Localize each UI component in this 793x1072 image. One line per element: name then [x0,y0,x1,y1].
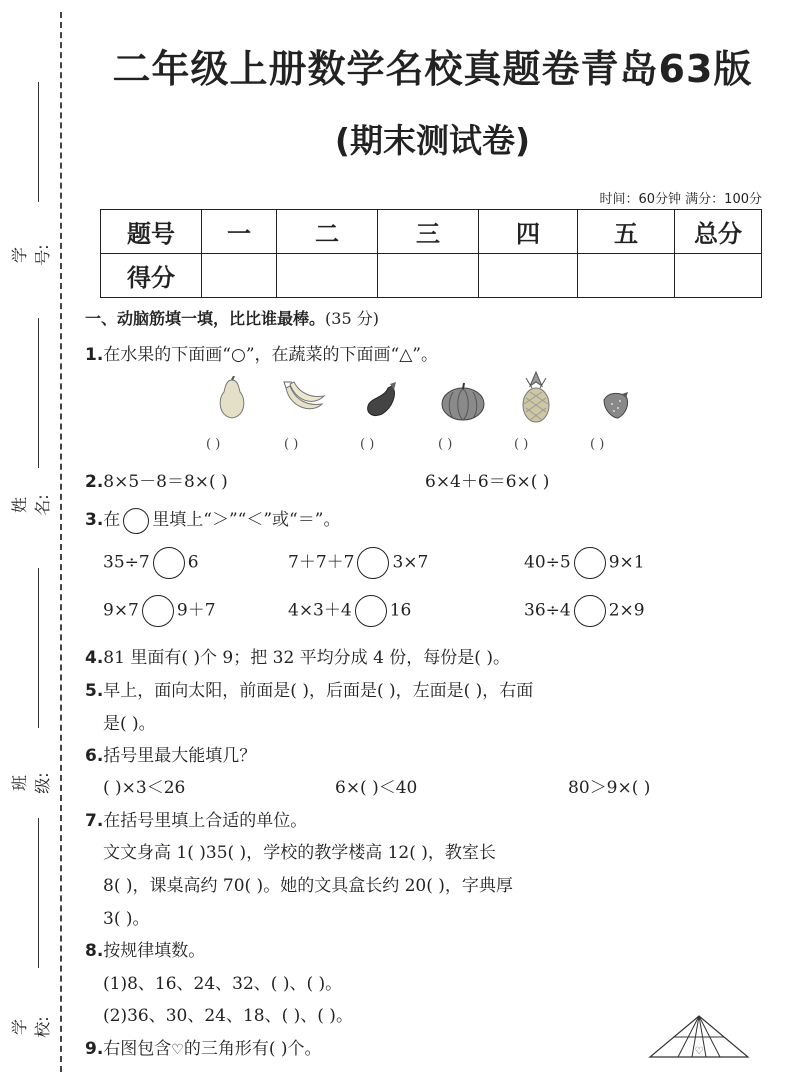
compare-item [288,547,428,579]
compare-right: 3×7 [392,552,429,573]
answer-blank[interactable]: ( ) [360,437,375,452]
question-number: 2. [85,472,104,492]
pineapple-icon [518,370,554,424]
question-number: 9. [85,1039,104,1059]
compare-left: 9×7 [103,600,139,621]
question-text-cont[interactable]: 是( )。 [103,714,156,734]
circle-icon [123,508,149,534]
question-1 [85,340,438,365]
answer-blank[interactable]: ( ) [590,437,605,452]
question-4 [85,643,510,668]
question-text: 在水果的下面画“○”，在蔬菜的下面画“△”。 [103,345,438,365]
question-text[interactable]: 81 里面有( )个 9；把 32 平均分成 4 份，每份是( )。 [103,648,510,668]
question-9 [85,1034,322,1059]
compare-right: 2×9 [608,600,645,621]
time-info: 时间：60分钟 满分：100分 [599,192,762,207]
compare-item [288,595,411,627]
answer-blank[interactable]: ( ) [514,437,529,452]
answer-blank[interactable]: ( ) [438,437,453,452]
answer-blank[interactable]: ( ) [206,437,221,452]
score-table-header-row [101,210,762,254]
eggplant-icon [362,380,402,420]
table-cell: 得分 [101,254,202,298]
compare-circle[interactable] [142,595,174,627]
question-number: 3. [85,510,104,530]
question-number: 1. [85,345,104,365]
compare-right: 9＋7 [176,600,216,621]
question-text: 括号里最大能填几？ [103,746,257,766]
question-7 [85,806,307,831]
question-number: 5. [85,681,104,701]
equation-right[interactable]: 6×4＋6＝6×( ) [425,472,550,492]
question-text: 按规律填数。 [103,941,206,961]
score-cell[interactable] [277,254,378,298]
question-number: 8. [85,941,104,961]
compare-item [524,595,645,627]
banana-icon [282,378,326,418]
table-cell: 三 [378,210,479,254]
class-write-line [38,568,39,728]
table-cell: 五 [578,210,675,254]
question-text: 在括号里填上合适的单位。 [103,811,308,831]
compare-right: 9×1 [608,552,645,573]
question-text-before: 右图包含 [103,1039,172,1059]
svg-text:♡: ♡ [694,1046,704,1057]
compare-item [524,547,645,579]
score-cell[interactable] [378,254,479,298]
school-write-line [38,818,39,968]
side-class-label: 班级: [10,772,52,794]
unit-line[interactable]: 8( )，课桌高约 70( )。她的文具盒长约 20( )，字典厚 [103,876,513,896]
question-number: 6. [85,746,104,766]
section-points: (35 分) [325,309,379,328]
question-text-after[interactable]: 的三角形有( )个。 [183,1039,322,1059]
table-cell: 一 [202,210,277,254]
compare-right: 16 [389,600,412,621]
question-number: 7. [85,811,104,831]
compare-item [103,595,216,627]
question-text[interactable]: 早上，面向太阳，前面是( )，后面是( )，左面是( )，右面 [103,681,534,701]
compare-left: 36÷4 [524,600,571,621]
triangle-figure [648,1012,750,1060]
heart-icon: ♡ [171,1042,184,1058]
score-table-score-row [101,254,762,298]
table-cell: 题号 [101,210,202,254]
sequence-line[interactable]: (2)36、30、24、18、( )、( )。 [103,1006,353,1026]
question-6 [85,741,256,766]
unit-line[interactable]: 文文身高 1( )35( )，学校的教学楼高 12( )，教室长 [103,843,496,863]
side-school-label: 学校: [10,1016,52,1038]
compare-item [103,547,199,579]
compare-circle[interactable] [574,595,606,627]
compare-circle[interactable] [574,547,606,579]
page-title: 二年级上册数学名校真题卷青岛63版 [112,47,753,91]
compare-left: 7＋7＋7 [288,552,355,573]
pumpkin-icon [440,382,486,422]
fill-item[interactable]: 6×( )＜40 [335,778,418,798]
compare-circle[interactable] [357,547,389,579]
compare-right: 6 [187,552,199,573]
score-table [100,209,762,298]
section-title: 一、动脑筋填一填，比比谁最棒。 [85,309,326,328]
section-heading [85,306,379,329]
question-8 [85,936,205,961]
compare-left: 40÷5 [524,552,571,573]
compare-left: 35÷7 [103,552,150,573]
question-number: 4. [85,648,104,668]
question-text-before: 在 [103,510,121,530]
side-number-label: 学号: [10,244,52,266]
equation-left[interactable]: 8×5－8＝8×( ) [103,472,228,492]
fill-item[interactable]: ( )×3＜26 [103,778,186,798]
compare-circle[interactable] [355,595,387,627]
answer-blank[interactable]: ( ) [284,437,299,452]
name-write-line [38,318,39,468]
page-subtitle: (期末测试卷) [334,121,531,160]
question-5 [85,676,533,701]
score-cell[interactable] [675,254,762,298]
question-text-after: 里填上“＞”“＜”或“＝”。 [152,510,341,530]
table-cell: 总分 [675,210,762,254]
side-name-label: 姓名: [10,494,52,516]
question-2 [85,467,228,492]
pear-icon [212,376,252,422]
score-cell[interactable] [202,254,277,298]
table-cell: 四 [479,210,578,254]
compare-circle[interactable] [153,547,185,579]
compare-left: 4×3＋4 [288,600,352,621]
question-3 [85,505,340,534]
strawberry-icon [600,390,632,420]
number-write-line [38,82,39,202]
table-cell: 二 [277,210,378,254]
sequence-line[interactable]: (1)8、16、24、32、( )、( )。 [103,974,343,994]
unit-line[interactable]: 3( )。 [103,909,150,929]
score-cell[interactable] [479,254,578,298]
fill-item[interactable]: 80＞9×( ) [568,778,651,798]
binding-dashed-line [60,12,62,1072]
score-cell[interactable] [578,254,675,298]
